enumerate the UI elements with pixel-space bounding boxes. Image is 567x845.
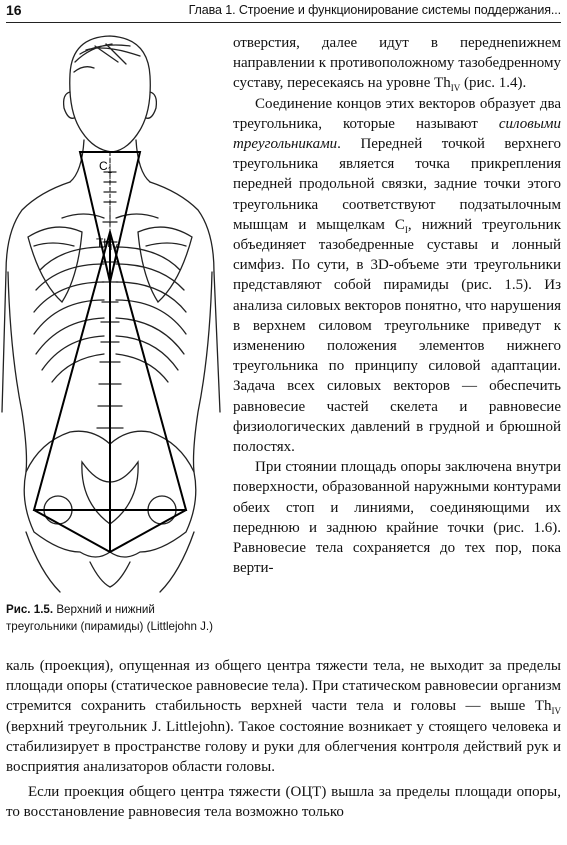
right-column-text — [233, 33, 561, 578]
skeleton-drawing — [0, 32, 225, 602]
paragraph-1: отверстия, далее идут в переднenижнем направлении к противоположному тазобедренному суставу, пересекаясь на уровне $Th_{IV}$ (рис. 1.4). — [233, 35, 561, 94]
paragraph-2: Соединение концов этих векторов образует два треугольника, которые называют силовыми треугольниками. Передней точкой верхнего треугольника является точка прикрепления передней продольной связки, задние точки этого треугольника соответствуют подзатылочным мышцам и мыщелкам $С_I$, нижний треугольник объединяет тазобедренные суставы и лонный симфиз. По сути, в 3D-объеме эти треугольники представляют собой пирамиды (рис. 1.5). Из анализа силовых векторов понятно, что нарушения в верхнем силовом треугольнике приведут к изменению положения элементов нижнего треугольника по принципу силовой адаптации. Задача всех силовых векторов — обеспечить равновесие частей скелета и равновесие физиологических давлений в грудной и брюшной полостях. — [233, 95, 561, 456]
full-width-text — [6, 656, 561, 823]
label-c1: $C_1$ — [99, 159, 113, 175]
caption-text: Верхний и нижний треугольники (пирамиды) (Littlejohn J.) — [6, 603, 214, 633]
paragraph-3-column-part: При стоянии площадь опоры заключена внутри поверхности, образованной наружными контурами обеих стоп и линиями, соединяющими их переднюю и заднюю крайние точки (рис. 1.6). Равновесие тела сохраняется до тех пор, пока верти- — [233, 459, 561, 577]
running-title: Глава 1. Строение и функционирование системы поддержания... — [188, 3, 561, 17]
figure-caption — [6, 602, 221, 635]
page-number: 16 — [6, 2, 22, 18]
figure-anatomy-illustration — [0, 32, 225, 602]
paragraph-4: Если проекция общего центра тяжести (ОЦТ) вышла за пределы площади опоры, то восстановление равновесия тела возможно только — [6, 784, 561, 821]
paragraph-3-continuation: каль (проекция), опущенная из общего центра тяжести тела, не выходит за пределы площади опоры (статическое равновесие тела). При статическом равновесии организм стремится сохранить стабильность верхней части тела и головы — выше $Th_{IV}$ (верхний треугольник J. Littlejohn). Такое состояние возникает у стоящего человека и стабилизирует в пространстве голову и руки для облегчения контроля действий рук и восприятия анализаторов области головы. — [6, 658, 561, 776]
label-th-iv: $Th_{IV}$ — [96, 236, 118, 252]
caption-label: Рис. 1.5. — [6, 603, 54, 616]
page-header — [6, 0, 561, 23]
